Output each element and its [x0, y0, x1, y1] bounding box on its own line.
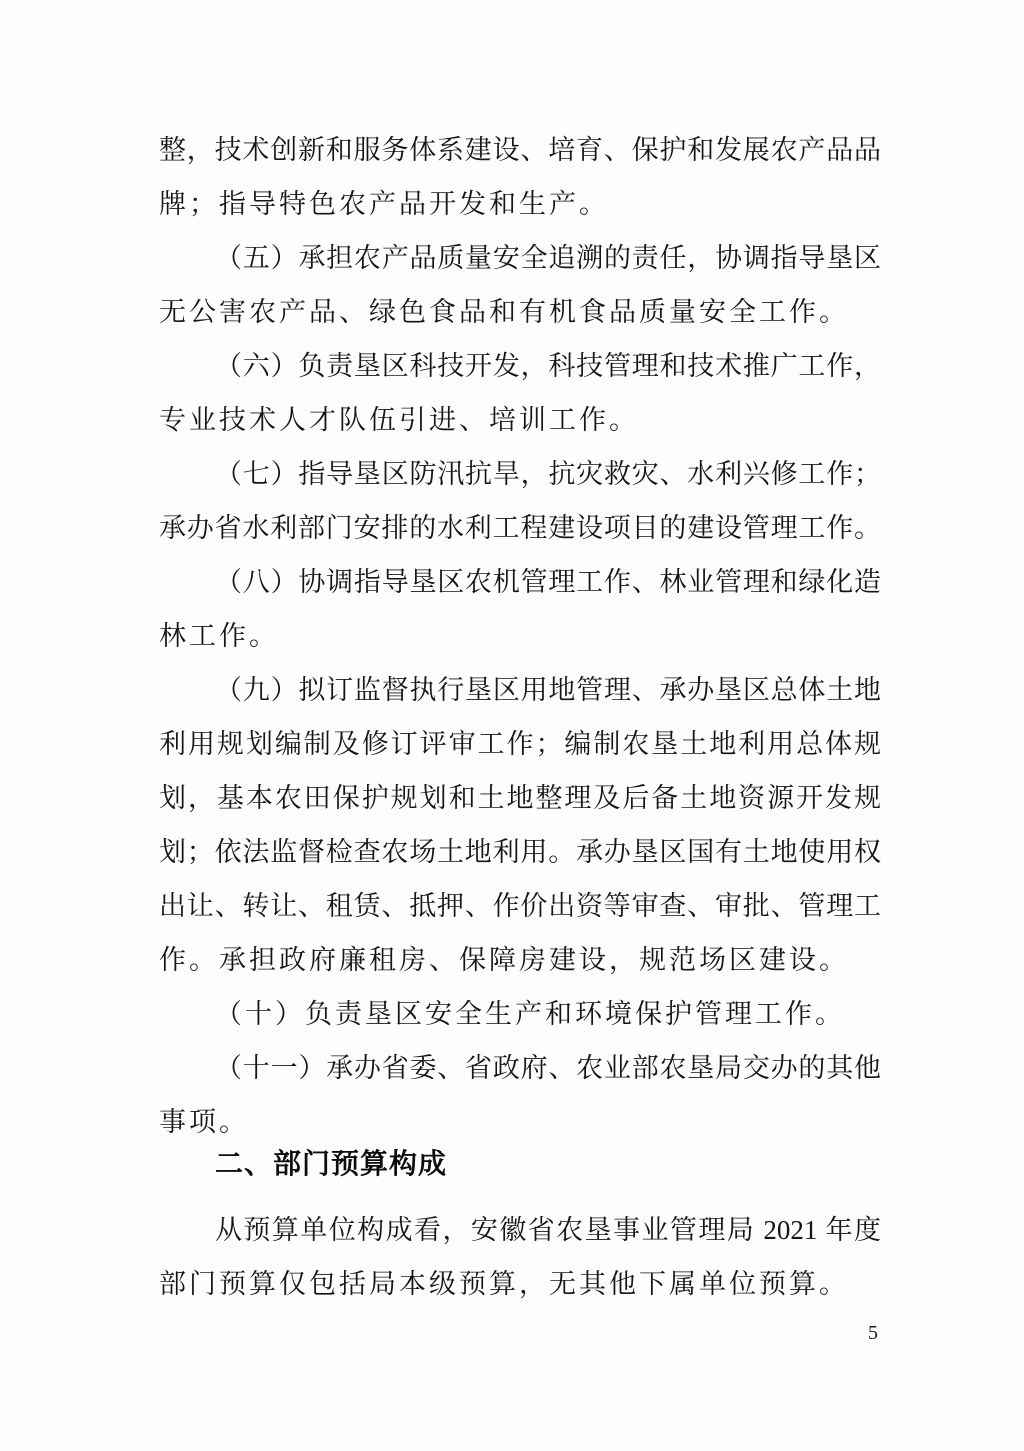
text-line: （五）承担农产品质量安全追溯的责任，协调指导垦区 — [215, 243, 881, 273]
paragraph — [159, 663, 881, 987]
text-line: （八）协调指导垦区农机管理工作、林业管理和绿化造 — [215, 567, 881, 597]
text-line: 专业技术人才队伍引进、培训工作。 — [159, 405, 639, 435]
paragraph — [159, 1203, 881, 1311]
paragraph — [159, 1041, 881, 1149]
text-line: 林工作。 — [159, 621, 279, 651]
text-line: 作。承担政府廉租房、保障房建设，规范场区建设。 — [159, 945, 849, 975]
paragraph — [159, 123, 881, 231]
text-line: 划，基本农田保护规划和土地整理及后备土地资源开发规 — [159, 783, 881, 813]
text-line: 从预算单位构成看，安徽省农垦事业管理局 2021 年度 — [215, 1215, 881, 1245]
text-line: 利用规划编制及修订评审工作；编制农垦土地利用总体规 — [159, 729, 881, 759]
text-line: （十）负责垦区安全生产和环境保护管理工作。 — [215, 999, 845, 1029]
text-line: （六）负责垦区科技开发，科技管理和技术推广工作， — [215, 351, 881, 381]
paragraph — [159, 231, 881, 339]
text-line: 整，技术创新和服务体系建设、培育、保护和发展农产品品 — [159, 135, 881, 165]
text-line: （七）指导垦区防汛抗旱，抗灾救灾、水利兴修工作； — [215, 459, 881, 489]
text-line: （九）拟订监督执行垦区用地管理、承办垦区总体土地 — [215, 675, 881, 705]
text-line: 承办省水利部门安排的水利工程建设项目的建设管理工作。 — [159, 513, 881, 543]
document-body — [159, 123, 881, 1311]
text-line: 划；依法监督检查农场土地利用。承办垦区国有土地使用权 — [159, 837, 881, 867]
text-line: 部门预算仅包括局本级预算，无其他下属单位预算。 — [159, 1269, 849, 1299]
paragraph — [159, 339, 881, 447]
paragraph — [159, 987, 881, 1041]
paragraph — [159, 447, 881, 555]
section-heading: 二、部门预算构成 — [215, 1148, 448, 1179]
paragraph — [159, 555, 881, 663]
text-line: 出让、转让、租赁、抵押、作价出资等审查、审批、管理工 — [159, 891, 881, 921]
text-line: 牌；指导特色农产品开发和生产。 — [159, 189, 609, 219]
text-line: 事项。 — [159, 1107, 249, 1137]
text-line: （十一）承办省委、省政府、农业部农垦局交办的其他 — [215, 1053, 881, 1083]
text-line: 无公害农产品、绿色食品和有机食品质量安全工作。 — [159, 297, 849, 327]
page-number: 5 — [868, 1322, 878, 1344]
